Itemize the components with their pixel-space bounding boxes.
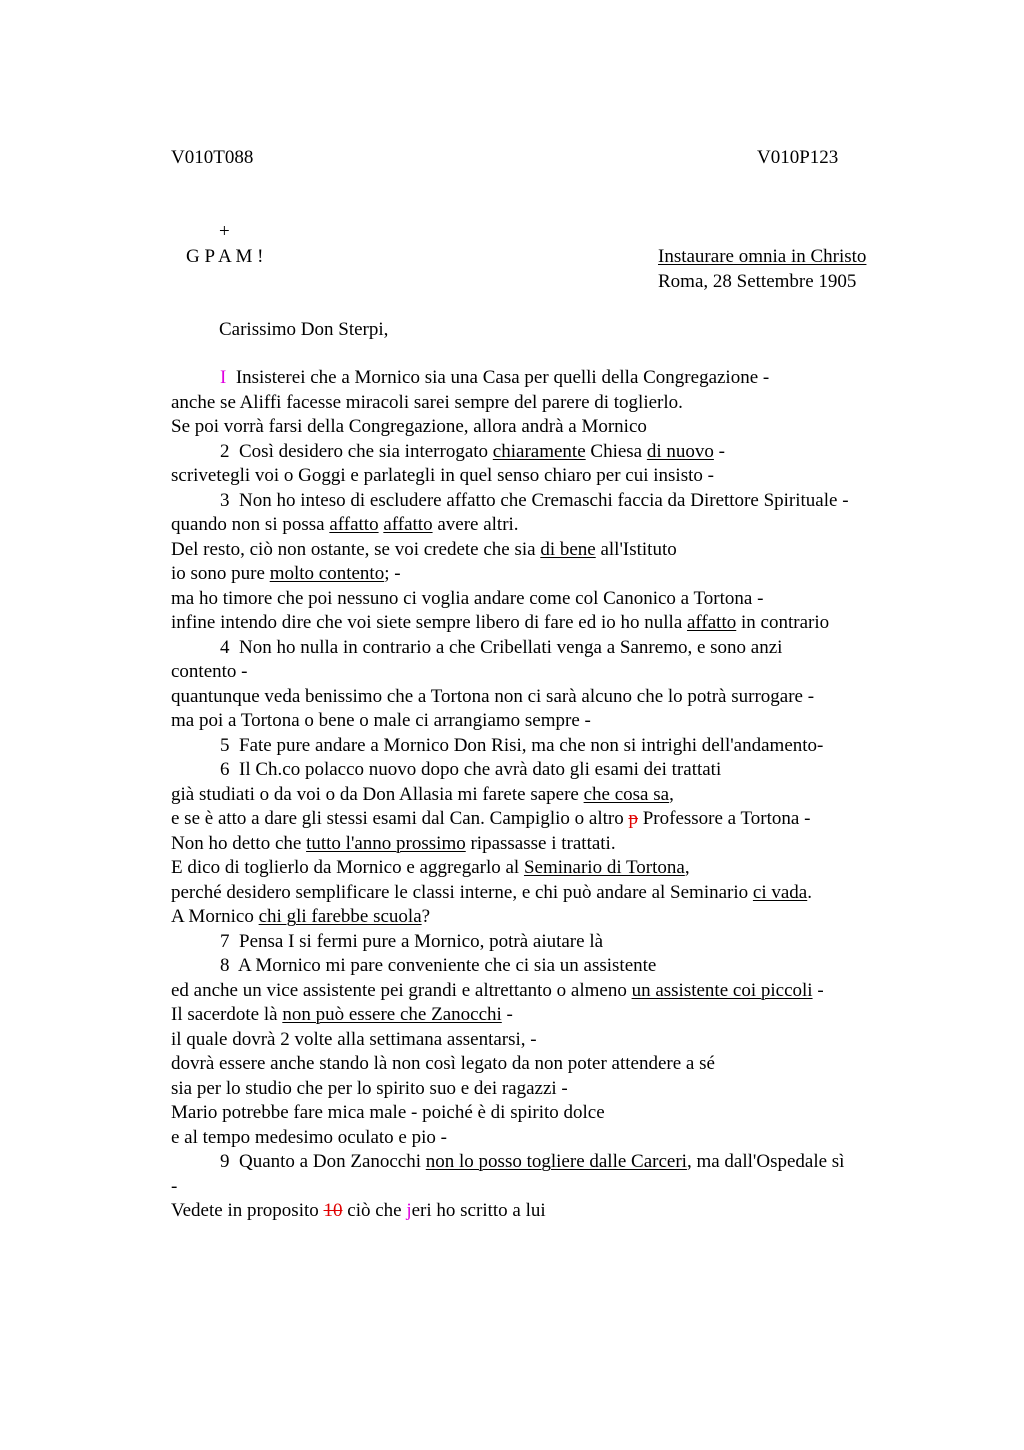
line-text: Del resto, ciò non ostante, se voi credete che sia (171, 538, 541, 560)
line-text: 9 Quanto a Don Zanocchi (220, 1151, 426, 1172)
line-text: Professore a Tortona - (637, 808, 811, 829)
line-text: 3 Non ho inteso di escludere affatto che Cremaschi faccia da Direttore Spirituale - (220, 489, 849, 511)
line-text: ciò che (342, 1200, 407, 1221)
line-text: 5 Fate pure andare a Mornico Don Risi, ma che non si intrighi dell'andamento- (220, 734, 824, 756)
letter-line (171, 881, 911, 906)
letter-line (171, 1052, 911, 1077)
line-text: Chiesa (585, 440, 647, 462)
line-text: E dico di toglierlo da Mornico e aggregarlo al (171, 857, 524, 878)
letter-line (171, 562, 911, 587)
letter-line (171, 611, 911, 636)
letter-line (171, 856, 911, 881)
underlined-text: affatto (687, 612, 737, 633)
line-text: 4 Non ho nulla in contrario a che Cribellati venga a Sanremo, e sono anzi (220, 636, 783, 658)
line-text: il quale dovrà 2 volte alla settimana assentarsi, - (171, 1028, 537, 1050)
line-text: già studiati o da voi o da Don Allasia mi farete sapere (171, 783, 584, 805)
letter-line (171, 391, 911, 416)
letter-line (171, 587, 911, 612)
letter-line (171, 636, 911, 661)
struck-text: 10 (323, 1200, 343, 1221)
underlined-text: molto contento (269, 563, 385, 584)
underlined-text: di bene (540, 538, 596, 560)
document-id: V010T088 (171, 147, 254, 168)
salutation: Carissimo Don Sterpi, (219, 319, 389, 340)
line-text: infine intendo dire che voi siete sempre libero di fare ed io ho nulla (171, 612, 687, 633)
place-date: Roma, 28 Settembre 1905 (658, 271, 857, 292)
letter-line (171, 1101, 911, 1126)
letter-line (171, 905, 911, 930)
letter-line (171, 709, 911, 734)
line-text: ripassasse i trattati. (465, 832, 616, 854)
line-text: quantunque veda benissimo che a Tortona non ci sarà alcuno che lo potrà surrogare - (171, 685, 815, 707)
letter-line (171, 832, 911, 857)
letter-line (171, 734, 911, 759)
letter-line (171, 513, 911, 538)
underlined-text: affatto (383, 514, 433, 535)
line-text: - (171, 1175, 178, 1197)
line-text: Il sacerdote là (171, 1004, 283, 1025)
line-text: . (807, 881, 812, 903)
letter-line (171, 538, 911, 563)
line-text: 6 Il Ch.co polacco nuovo dopo che avrà dato gli esami dei trattati (220, 759, 722, 780)
line-text: Insisterei che a Mornico sia una Casa per quelli della Congregazione - (226, 367, 770, 388)
line-text: io sono pure (171, 563, 270, 584)
underlined-text: affatto (329, 514, 379, 535)
line-text: contento - (171, 661, 248, 682)
line-text: 2 Così desidero che sia interrogato (220, 440, 493, 462)
line-text: ; - (384, 563, 401, 584)
underlined-text: un assistente coi piccoli (631, 979, 813, 1001)
highlighted-letter: I (220, 367, 227, 388)
letter-line (171, 660, 911, 685)
letter-line (171, 1199, 911, 1224)
line-text: all'Istituto (595, 538, 677, 560)
page-id: V010P123 (757, 147, 839, 168)
letter-line (171, 1150, 911, 1175)
line-text: e al tempo medesimo oculato e pio - (171, 1126, 447, 1148)
line-text: , (669, 783, 674, 805)
line-text: Se poi vorrà farsi della Congregazione, allora andrà a Mornico (171, 416, 647, 437)
letter-line (171, 807, 911, 832)
letter-line (171, 440, 911, 465)
letter-line (171, 685, 911, 710)
letter-line (171, 1077, 911, 1102)
line-text: - (812, 979, 824, 1001)
letter-line (171, 979, 911, 1004)
letter-line (171, 1126, 911, 1151)
line-text: avere altri. (432, 514, 519, 535)
line-text: in contrario (736, 612, 830, 633)
struck-text: p (628, 808, 638, 829)
letter-line (171, 1003, 911, 1028)
line-text: sia per lo studio che per lo spirito suo e dei ragazzi - (171, 1077, 568, 1099)
motto (658, 245, 866, 269)
underlined-text: chiaramente (492, 440, 586, 462)
line-text: Non ho detto che (171, 832, 307, 854)
highlighted-letter: j (406, 1200, 412, 1221)
line-text: ? (421, 906, 431, 927)
line-text: , ma dall'Ospedale sì (686, 1151, 845, 1172)
underlined-text: chi gli farebbe scuola (258, 906, 422, 927)
line-text: eri ho scritto a lui (411, 1200, 546, 1221)
line-text: ma ho timore che poi nessuno ci voglia andare come col Canonico a Tortona - (171, 587, 764, 609)
motto-text: Instaurare omnia in Christo (658, 246, 867, 267)
line-text: dovrà essere anche stando là non così legato da non poter attendere a sé (171, 1053, 715, 1074)
line-text: anche se Aliffi facesse miracoli sarei sempre del parere di toglierlo. (171, 391, 683, 413)
cross-symbol: + (219, 221, 230, 242)
line-text: Vedete in proposito (171, 1200, 324, 1221)
line-text: Mario potrebbe fare mica male - poiché è di spirito dolce (171, 1102, 605, 1123)
underlined-text: tutto l'anno prossimo (306, 832, 466, 854)
underlined-text: di nuovo (646, 440, 714, 462)
line-text: - (713, 440, 725, 462)
letter-body (171, 366, 911, 1224)
line-text: quando non si possa (171, 514, 330, 535)
underlined-text: non può essere che Zanocchi (282, 1004, 502, 1025)
line-text: ma poi a Tortona o bene o male ci arrangiamo sempre - (171, 710, 591, 731)
gpam-heading: G P A M ! (186, 246, 264, 267)
letter-line (171, 954, 911, 979)
letter-line (171, 1028, 911, 1053)
underlined-text: Seminario di Tortona (523, 857, 685, 878)
letter-line (171, 1175, 911, 1200)
line-text: 8 A Mornico mi pare conveniente che ci sia un assistente (220, 955, 657, 976)
letter-line (171, 366, 911, 391)
underlined-text: non lo posso togliere dalle Carceri (425, 1151, 687, 1172)
line-text: e se è atto a dare gli stessi esami dal Can. Campiglio o altro (171, 808, 629, 829)
letter-line (171, 783, 911, 808)
letter-line (171, 489, 911, 514)
line-text: ed anche un vice assistente pei grandi e altrettanto o almeno (171, 979, 632, 1001)
line-text: 7 Pensa I si fermi pure a Mornico, potrà aiutare là (220, 930, 604, 952)
letter-line (171, 930, 911, 955)
underlined-text: ci vada (752, 881, 808, 903)
line-text: , (684, 857, 690, 878)
line-text: - (501, 1004, 513, 1025)
line-text: perché desidero semplificare le classi interne, e chi può andare al Seminario (171, 881, 753, 903)
letter-line (171, 415, 911, 440)
line-text: A Mornico (171, 906, 259, 927)
underlined-text: che cosa sa (583, 783, 670, 805)
letter-line (171, 758, 911, 783)
letter-line (171, 464, 911, 489)
line-text: scrivetegli voi o Goggi e parlategli in quel senso chiaro per cui insisto - (171, 465, 714, 486)
